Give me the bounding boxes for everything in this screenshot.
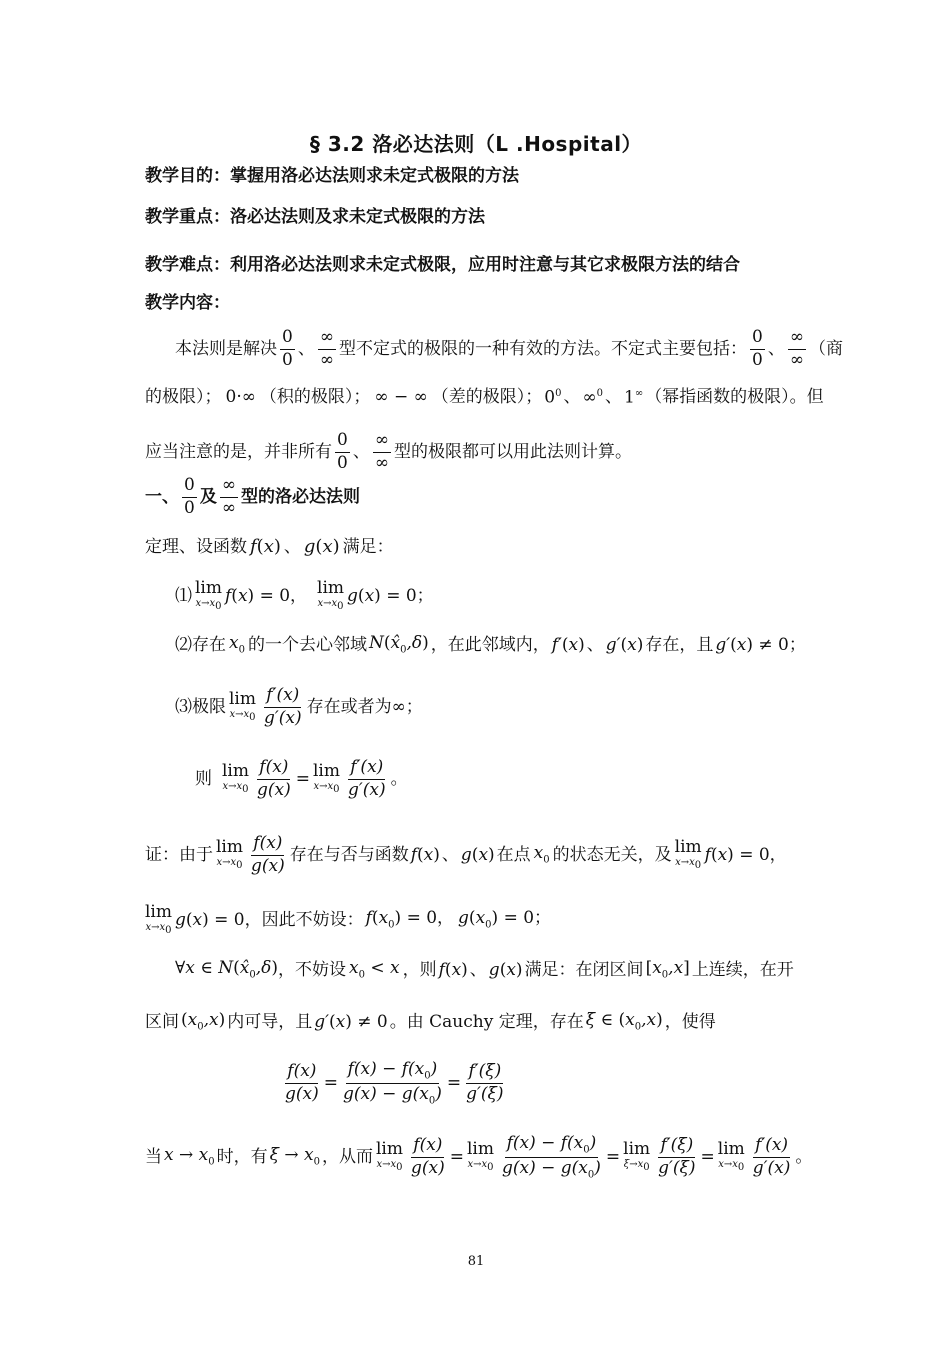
fraction-zero-over-zero: $\frac{0}{0}$ bbox=[752, 327, 763, 370]
teaching-objective: 教学目的：掌握用洛必达法则求未定式极限的方法 bbox=[145, 166, 519, 186]
theorem-condition-3: ⑶极限 lim $x\to x_0$ $\frac{f'(x)}{g'(x)}$ 存在或者为 ∞； bbox=[175, 685, 423, 728]
teaching-content-label: 教学内容： bbox=[145, 293, 230, 313]
fraction-zero-over-zero: $\frac{0}{0}$ bbox=[184, 475, 195, 518]
proof-line-5: 当 $x \to x_0$ 时，有 $\xi \to x_0$ ，从而 lim $x\to x_0$ $\frac{f(x)}{g(x)}$ = lim $x\to x_0$ $\frac{f(x) - f(x_0)}{g(x) - g(x_0)}$ = lim $\xi\to x_0$ $\frac{f'(\xi)}{g'(\xi)}$ = lim $x\to x_0$ $\frac{f'(x)}{g'(x)}$ 。 bbox=[145, 1133, 813, 1181]
fraction-inf-over-inf: $\frac{\infty}{\infty}$ bbox=[374, 430, 389, 473]
page-number: 81 bbox=[467, 1254, 485, 1269]
fraction-zero-over-zero: $\frac{0}{0}$ bbox=[337, 430, 348, 473]
teaching-focus: 教学重点：洛必达法则及求未定式极限的方法 bbox=[145, 207, 485, 227]
fraction-zero-over-zero: $\frac{0}{0}$ bbox=[282, 327, 293, 370]
intro-line-3: 应当注意的是，并非所有 $\frac{0}{0}$ 、 $\frac{\infty}{\infty}$ 型的极限都可以用此法则计算。 bbox=[145, 430, 632, 473]
theorem-condition-1: ⑴ lim $x\to x_0$ f(x) = 0， lim $x\to x_0$ g(x) = 0； bbox=[175, 578, 434, 612]
section-heading-1: 一、 $\frac{0}{0}$ 及 $\frac{\infty}{\infty}$ 型的洛必达法则 bbox=[145, 475, 360, 518]
proof-line-1: 证：由于 lim $x\to x_0$ $\frac{f(x)}{g(x)}$ 存在与否与函数 f(x) 、 g(x) 在点 $x_0$ 的状态无关，及 lim $x\to x_0$ f(x) = 0， bbox=[145, 833, 787, 876]
page-title: § 3.2 洛必达法则（L .Hospital） bbox=[309, 132, 643, 156]
theorem-conclusion: 则 lim $x\to x_0$ $\frac{f(x)}{g(x)}$ = lim $x\to x_0$ $\frac{f'(x)}{g'(x)}$ 。 bbox=[195, 757, 408, 800]
proof-line-3: ∀x ∈ $N(x̂_0,\delta)$ ，不妨设 $x_0 < x$ ，则 f(x) 、 g(x) 满足：在闭区间 $[x_0,x]$ 上连续，在开 bbox=[175, 958, 794, 981]
theorem-condition-2: ⑵存在 $x_0$ 的一个去心邻域 $N(x̂_0,\delta)$ ，在此邻域内， f′(x) 、 g′(x) 存在，且 g′(x) ≠ 0； bbox=[175, 633, 806, 656]
teaching-difficulty: 教学难点：利用洛必达法则求未定式极限，应用时注意与其它求极限方法的结合 bbox=[145, 255, 740, 275]
intro-line-1: 本法则是解决 $\frac{0}{0}$ 、 $\frac{\infty}{\infty}$ 型不定式的极限的一种有效的方法。不定式主要包括： $\frac{0}{0}$ 、 $\frac{\infty}{\infty}$ （商 bbox=[175, 327, 843, 370]
fraction-inf-over-inf: $\frac{\infty}{\infty}$ bbox=[789, 327, 804, 370]
theorem-intro: 定理、设函数 f(x) 、 g(x) 满足： bbox=[145, 536, 394, 557]
cauchy-equation: $\frac{f(x)}{g(x)}$ = $\frac{f(x) - f(x_0)}{g(x) - g(x_0)}$ = $\frac{f'(\xi)}{g'(\xi)}$ bbox=[285, 1059, 504, 1107]
fraction-inf-over-inf: $\frac{\infty}{\infty}$ bbox=[319, 327, 334, 370]
fraction-inf-over-inf: $\frac{\infty}{\infty}$ bbox=[221, 475, 236, 518]
proof-line-2: lim $x\to x_0$ g(x) = 0 ，因此不妨设： $f(x_0) = 0$， $g(x_0) = 0$； bbox=[145, 902, 552, 936]
intro-line-2: 的极限）； 0·∞ （积的极限）； ∞ − ∞ （差的极限）； $0^0$ 、 ∞$^0$ 、 1∞ （幂指函数的极限）。但 bbox=[145, 387, 824, 408]
proof-line-4: 区间 $(x_0,x)$ 内可导，且 g′(x) ≠ 0 。由 Cauchy 定理，存在 ξ ∈ $(x_0,x)$ ，使得 bbox=[145, 1010, 716, 1033]
